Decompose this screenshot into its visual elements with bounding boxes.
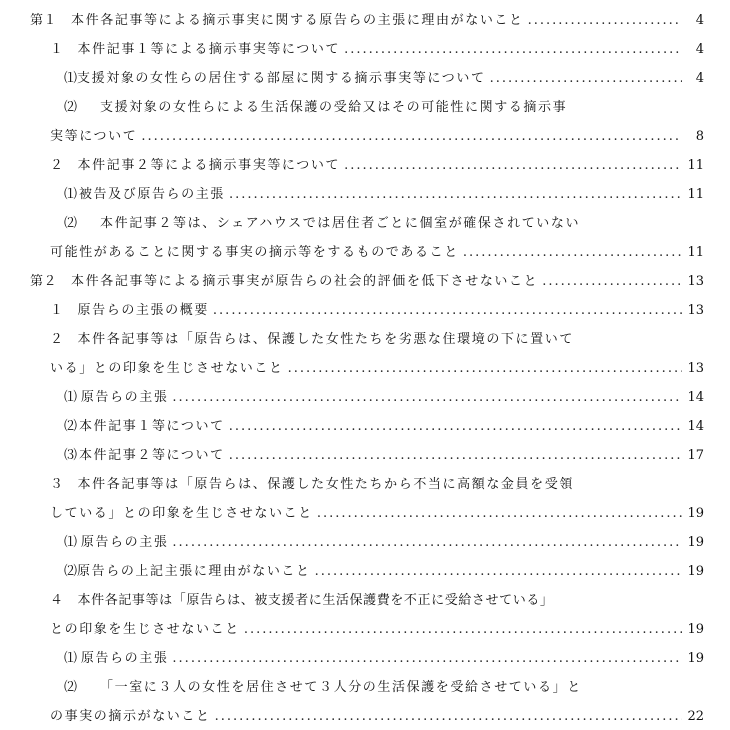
toc-entry-subsection	[64, 97, 704, 119]
toc-title: 原告らの上記主張に理由がないこと	[77, 564, 311, 579]
toc-number: １	[50, 42, 64, 57]
toc-page-number: 19	[687, 651, 704, 666]
toc-title: 支援対象の女性らによる生活保護の受給又はその可能性に関する摘示事	[100, 100, 568, 115]
leader-dots	[215, 706, 682, 728]
toc-entry-subsection	[64, 68, 704, 90]
leader-dots	[141, 126, 682, 148]
toc-entry-section-4	[50, 590, 704, 612]
toc-title-continued: 可能性があることに関する事実の摘示等をするものであること	[50, 245, 459, 260]
leader-dots	[344, 39, 682, 61]
toc-title-continued: の事実の摘示がないこと	[50, 709, 211, 724]
toc-number: ⑴	[64, 535, 78, 550]
toc-entry-continuation	[50, 619, 704, 641]
toc-title: 本件各記事等は「原告らは、保護した女性たちから不当に高額な金員を受領	[77, 477, 574, 492]
toc-title: 「一室に３人の女性を居住させて３人分の生活保護を受給させている」と	[100, 680, 582, 695]
toc-entry-subsection	[64, 387, 704, 409]
leader-dots	[317, 503, 682, 525]
toc-number: ⑵	[64, 564, 78, 579]
toc-title-continued: している」との印象を生じさせないこと	[50, 506, 313, 521]
toc-page-number: 22	[687, 709, 704, 724]
toc-entry-subsection	[64, 213, 704, 235]
toc-page-number: 19	[687, 564, 704, 579]
toc-title: 原告らの主張	[80, 651, 169, 666]
leader-dots	[528, 10, 682, 32]
leader-dots	[490, 68, 682, 90]
toc-entry-section-1	[50, 39, 704, 61]
toc-number: ４	[50, 593, 64, 608]
toc-page-number: 14	[687, 390, 704, 405]
toc-entry-continuation	[50, 242, 704, 264]
toc-page-number: 11	[687, 158, 704, 173]
leader-dots	[172, 648, 682, 670]
leader-dots	[172, 532, 682, 554]
toc-number: ⑴	[64, 651, 78, 666]
toc-entry-subsection	[64, 677, 704, 699]
toc-page-number: 19	[687, 535, 704, 550]
toc-entry-subsection	[64, 445, 704, 467]
toc-number: ⑵	[64, 680, 78, 695]
toc-entry-section-2	[50, 329, 704, 351]
toc-entry-continuation	[50, 503, 704, 525]
toc-number: ⑴	[64, 71, 78, 86]
toc-number: 第２	[30, 274, 58, 289]
toc-title: 本件各記事等による摘示事実が原告らの社会的評価を低下させないこと	[71, 274, 539, 289]
leader-dots	[288, 358, 682, 380]
leader-dots	[344, 155, 682, 177]
toc-number: ⑴	[64, 390, 78, 405]
toc-page-number: 17	[687, 448, 704, 463]
toc-page-number: 13	[687, 303, 704, 318]
toc-entry-chapter-2	[30, 271, 704, 293]
toc-title-continued: いる」との印象を生じさせないこと	[50, 361, 284, 376]
toc-entry-continuation	[50, 358, 704, 380]
toc-entry-subsection	[64, 532, 704, 554]
leader-dots	[463, 242, 682, 264]
toc-entry-subsection	[64, 416, 704, 438]
toc-title: 本件各記事等は「原告らは、被支援者に生活保護費を不正に受給させている」	[77, 593, 554, 608]
toc-title: 本件各記事等による摘示事実に関する原告らの主張に理由がないこと	[71, 13, 524, 28]
toc-title-continued: との印象を生じさせないこと	[50, 622, 240, 637]
toc-page-number: 14	[687, 419, 704, 434]
toc-title-continued: 実等について	[50, 129, 138, 144]
toc-page-number: 4	[695, 13, 704, 28]
toc-page-number: 19	[687, 506, 704, 521]
toc-number: ⑶	[64, 448, 78, 463]
leader-dots	[229, 416, 682, 438]
toc-number: ⑵	[64, 216, 78, 231]
toc-number: １	[50, 303, 64, 318]
toc-title: 本件各記事等は「原告らは、保護した女性たちを劣悪な住環境の下に置いて	[77, 332, 574, 347]
toc-number: ３	[50, 477, 64, 492]
toc-entry-section-2	[50, 155, 704, 177]
toc-title: 支援対象の女性らの居住する部屋に関する摘示事実等について	[77, 71, 486, 86]
toc-title: 本件記事２等について	[78, 448, 225, 463]
toc-entry-section-3	[50, 474, 704, 496]
toc-page-number: 8	[695, 129, 704, 144]
toc-entry-section-1	[50, 300, 704, 322]
toc-page-number: 13	[687, 361, 704, 376]
toc-page-number: 11	[687, 187, 704, 202]
leader-dots	[213, 300, 682, 322]
toc-entry-subsection	[64, 561, 704, 583]
leader-dots	[229, 184, 682, 206]
toc-page-number: 13	[687, 274, 704, 289]
toc-page-number: 4	[695, 42, 704, 57]
toc-title: 本件記事２等は、シェアハウスでは居住者ごとに個室が確保されていない	[100, 216, 581, 231]
toc-number: ⑴	[64, 187, 78, 202]
toc-page-number: 4	[695, 71, 704, 86]
toc-number: ⑵	[64, 100, 78, 115]
toc-title: 被告及び原告らの主張	[78, 187, 225, 202]
toc-entry-continuation	[50, 126, 704, 148]
toc-number: ２	[50, 332, 64, 347]
toc-title: 本件記事１等による摘示事実等について	[77, 42, 341, 57]
leader-dots	[315, 561, 682, 583]
toc-entry-chapter-1	[30, 10, 704, 32]
leader-dots	[244, 619, 682, 641]
toc-entry-continuation	[50, 706, 704, 728]
leader-dots	[229, 445, 682, 467]
toc-title: 本件記事２等による摘示事実等について	[77, 158, 341, 173]
toc-title: 原告らの主張の概要	[77, 303, 209, 318]
toc-number: 第１	[30, 13, 58, 28]
toc-number: ⑵	[64, 419, 78, 434]
toc-number: ２	[50, 158, 64, 173]
toc-entry-subsection	[64, 648, 704, 670]
toc-title: 本件記事１等について	[78, 419, 225, 434]
toc-title: 原告らの主張	[80, 535, 169, 550]
toc-title: 原告らの主張	[80, 390, 169, 405]
leader-dots	[172, 387, 682, 409]
toc-page-number: 19	[687, 622, 704, 637]
toc-entry-subsection	[64, 184, 704, 206]
leader-dots	[542, 271, 682, 293]
toc-page-number: 11	[687, 245, 704, 260]
